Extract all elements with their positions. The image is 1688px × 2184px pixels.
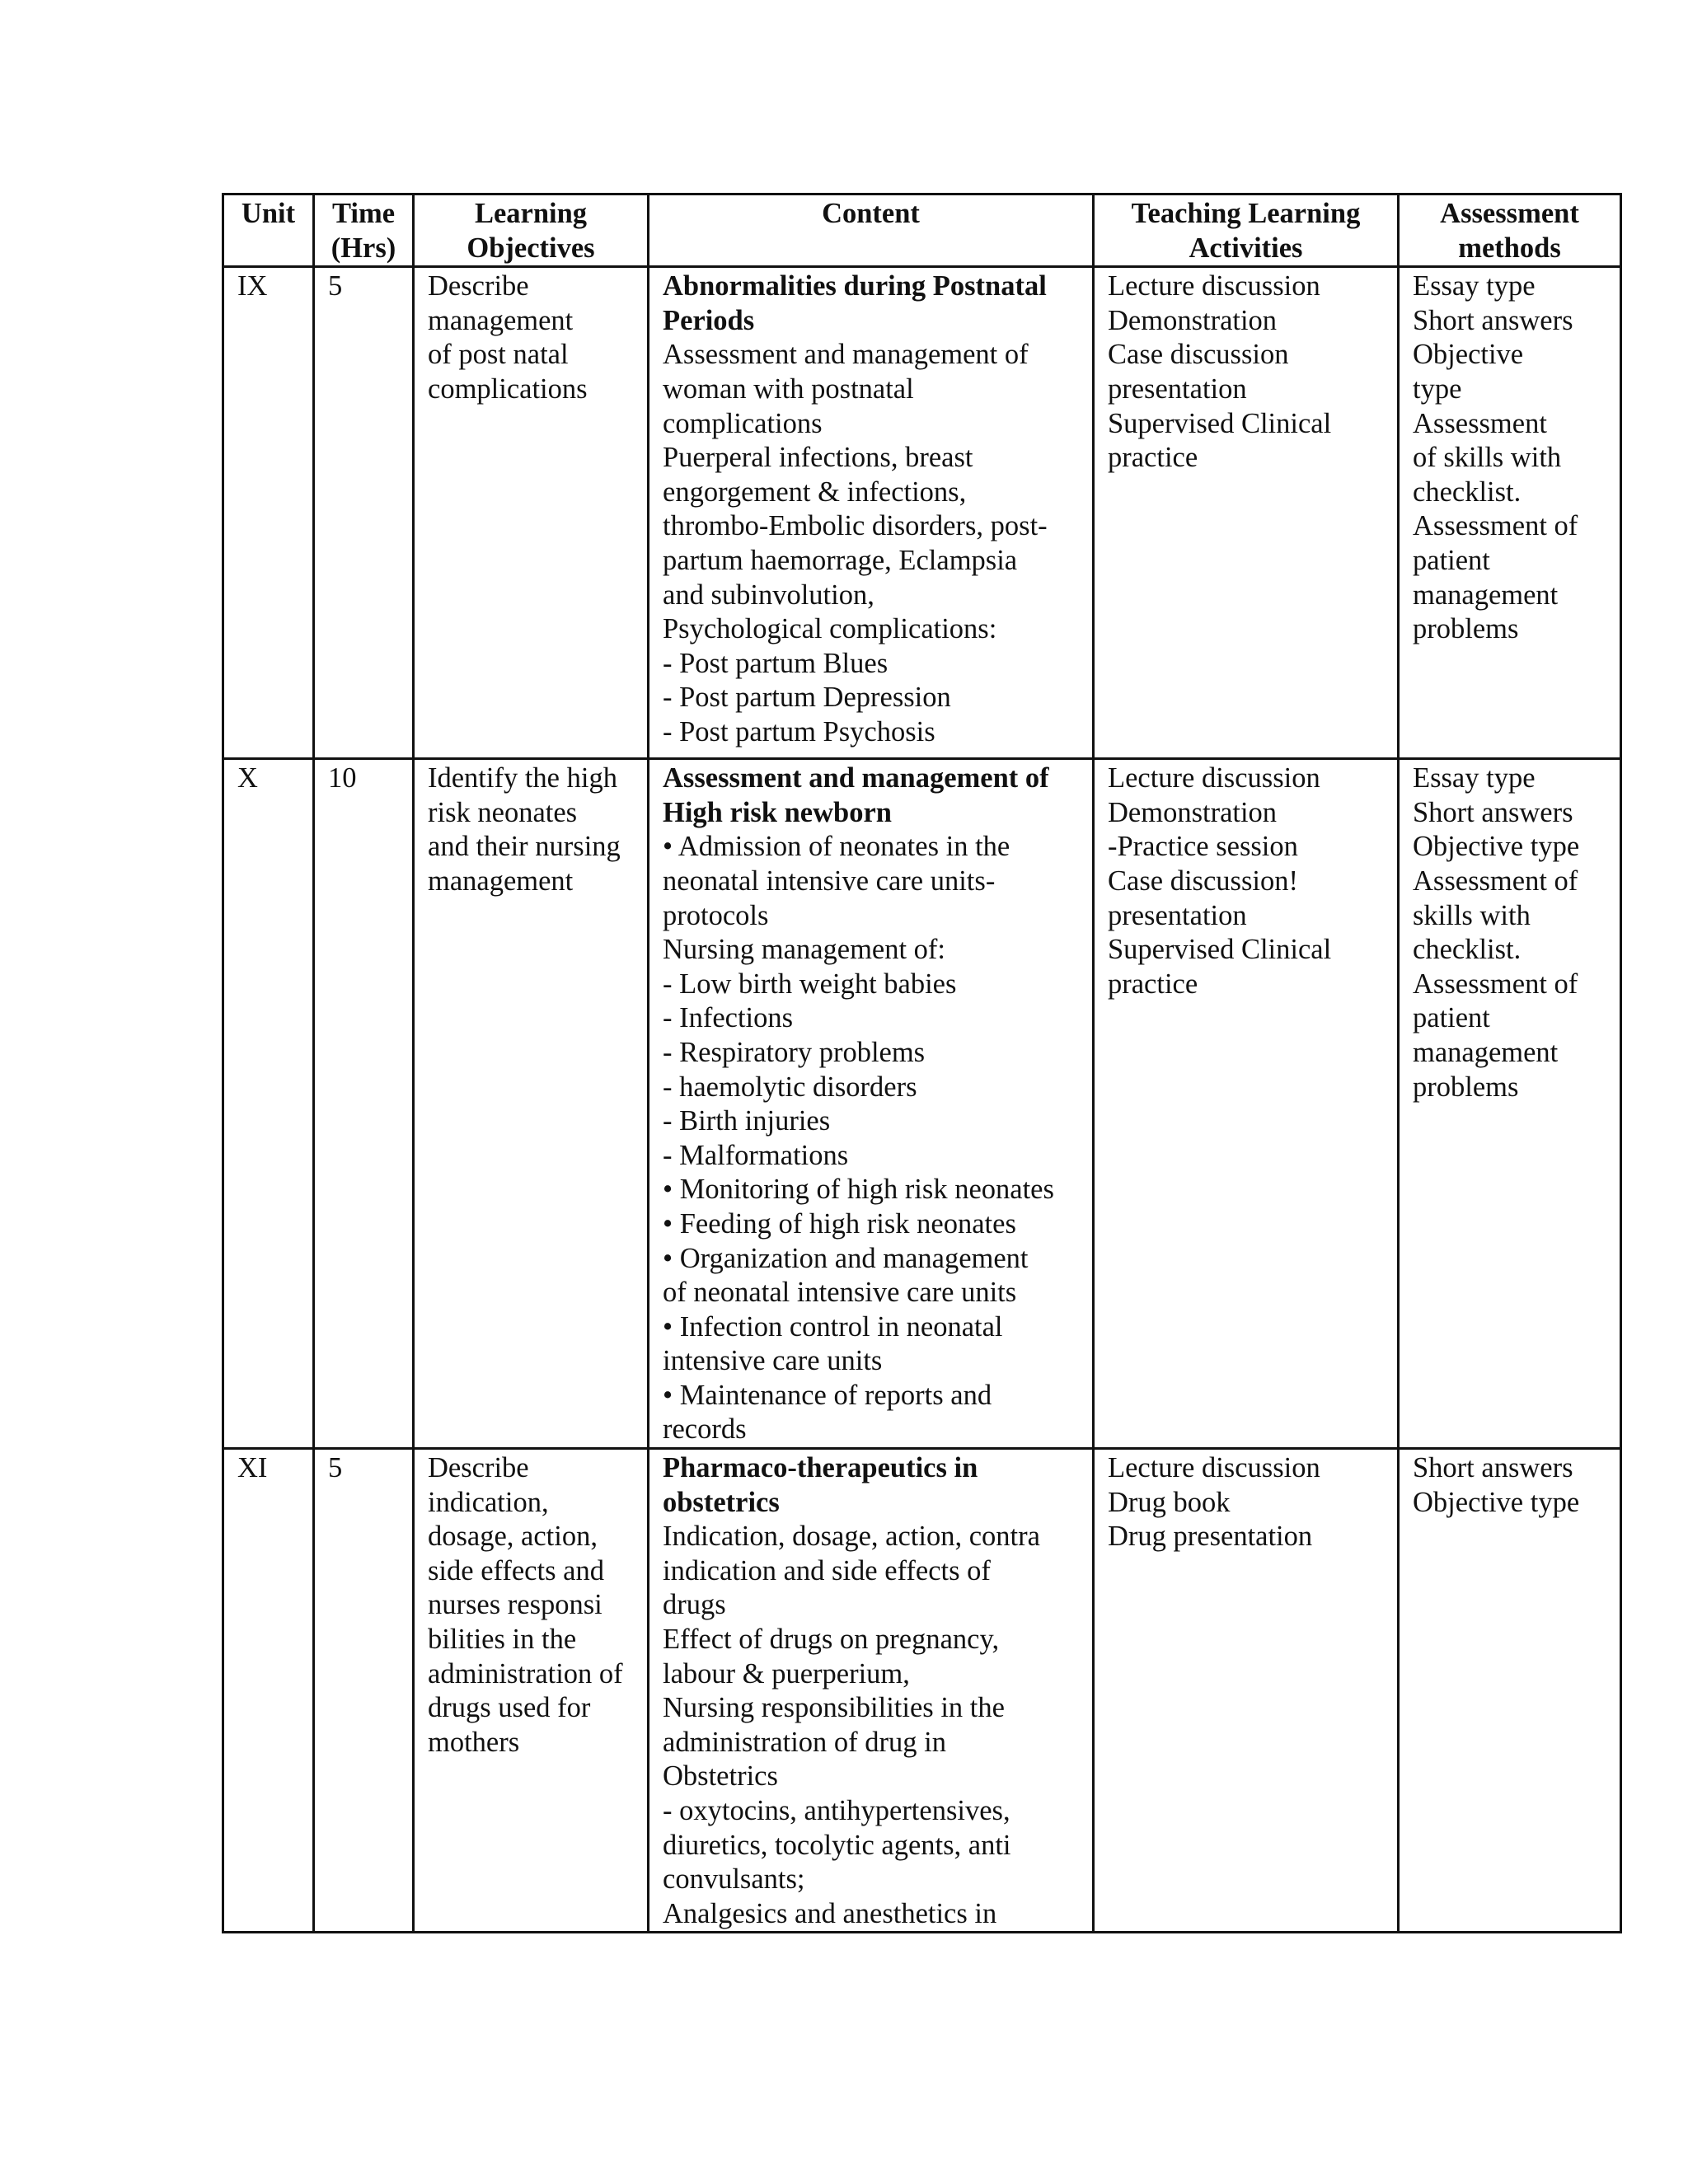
header-assessment: [1399, 194, 1621, 267]
assessment-cell: [1399, 1449, 1621, 1933]
text-line: Pharmaco-therapeutics in: [663, 1452, 978, 1484]
text-line: - Malformations: [663, 1139, 849, 1171]
content-title: [663, 1451, 1084, 1520]
text-line: records: [663, 1413, 747, 1446]
text-line: bilities in the: [428, 1624, 577, 1656]
text-line: Essay type: [1413, 270, 1536, 302]
text-line: methods: [1458, 232, 1561, 264]
text-line: Short answers: [1413, 304, 1573, 336]
text-line: -Practice session: [1108, 831, 1298, 863]
text-line: diuretics, tocolytic agents, anti: [663, 1829, 1011, 1861]
text-line: presentation: [1108, 899, 1247, 931]
content-body: [663, 830, 1084, 1447]
text-line: - Post partum Blues: [663, 647, 889, 679]
text-line: administration of drug in: [663, 1726, 946, 1758]
text-line: obstetrics: [663, 1486, 780, 1518]
text-line: Lecture discussion: [1108, 762, 1320, 794]
assessment-cell: [1399, 759, 1621, 1449]
text-line: Analgesics and anesthetics in: [663, 1897, 997, 1929]
text-line: indication and side effects of: [663, 1554, 991, 1586]
activities-cell: [1094, 1449, 1399, 1933]
text-line: management: [1413, 1036, 1559, 1068]
time-cell: 5: [314, 267, 414, 759]
text-line: Drug presentation: [1108, 1521, 1313, 1553]
header-activities: [1094, 194, 1399, 267]
text-line: drugs: [663, 1589, 726, 1621]
text-line: skills with: [1413, 899, 1531, 931]
text-line: practice: [1108, 442, 1198, 474]
text-line: Teaching Learning: [1131, 198, 1361, 229]
text-line: Lecture discussion: [1108, 1452, 1320, 1484]
unit-cell: IX: [223, 267, 314, 759]
text-line: indication,: [428, 1486, 549, 1518]
text-line: • Admission of neonates in the: [663, 831, 1010, 863]
text-line: Objectives: [467, 232, 595, 264]
text-line: problems: [1413, 1071, 1519, 1103]
text-line: Assessment: [1440, 198, 1579, 229]
text-line: • Monitoring of high risk neonates: [663, 1174, 1054, 1206]
text-line: - Post partum Psychosis: [663, 715, 935, 748]
text-line: Describe: [428, 270, 529, 302]
text-line: checklist.: [1413, 476, 1522, 508]
text-line: Psychological complications:: [663, 613, 997, 645]
text-line: • Maintenance of reports and: [663, 1379, 992, 1411]
text-line: Objective: [1413, 339, 1524, 371]
text-line: partum haemorrage, Eclampsia: [663, 544, 1018, 576]
text-line: Supervised Clinical: [1108, 934, 1332, 966]
text-line: - Birth injuries: [663, 1105, 831, 1137]
time-cell: 10: [314, 759, 414, 1449]
content-cell: [649, 759, 1094, 1449]
unit-cell: X: [223, 759, 314, 1449]
text-line: administration of: [428, 1657, 623, 1690]
text-line: • Feeding of high risk neonates: [663, 1207, 1016, 1240]
text-line: Periods: [663, 304, 755, 336]
text-line: complications: [428, 373, 588, 405]
text-line: Essay type: [1413, 762, 1536, 794]
text-line: Obstetrics: [663, 1760, 778, 1793]
text-line: - haemolytic disorders: [663, 1071, 917, 1103]
text-line: (Hrs): [331, 232, 396, 264]
activities-cell: [1094, 267, 1399, 759]
text-line: Short answers: [1413, 1452, 1573, 1484]
text-line: Assessment of: [1413, 865, 1578, 897]
text-line: High risk newborn: [663, 796, 892, 828]
content-cell: [649, 267, 1094, 759]
syllabus-table: [222, 193, 1622, 1933]
text-line: side effects and: [428, 1554, 604, 1586]
text-line: Puerperal infections, breast: [663, 442, 973, 474]
text-line: patient: [1413, 1002, 1490, 1034]
text-line: - Respiratory problems: [663, 1036, 926, 1068]
time-cell: 5: [314, 1449, 414, 1933]
text-line: • Organization and management: [663, 1242, 1029, 1274]
activities-cell: [1094, 759, 1399, 1449]
text-line: Abnormalities during Postnatal: [663, 270, 1047, 302]
text-line: Objective type: [1413, 1486, 1580, 1518]
text-line: Drug book: [1108, 1486, 1231, 1518]
text-line: type: [1413, 373, 1462, 405]
content-cell: [649, 1449, 1094, 1933]
text-line: engorgement & infections,: [663, 476, 967, 508]
text-line: drugs used for: [428, 1692, 591, 1724]
objectives-cell: [414, 267, 649, 759]
text-line: Activities: [1189, 232, 1303, 264]
text-line: checklist.: [1413, 934, 1522, 966]
text-line: Assessment: [1413, 407, 1547, 439]
objectives-cell: [414, 1449, 649, 1933]
text-line: Assessment and management of: [663, 762, 1049, 794]
text-line: Assessment of: [1413, 510, 1578, 542]
text-line: management: [428, 865, 574, 897]
text-line: practice: [1108, 968, 1198, 1000]
text-line: convulsants;: [663, 1863, 805, 1896]
text-line: Lecture discussion: [1108, 270, 1320, 302]
text-line: and subinvolution,: [663, 579, 874, 611]
text-line: - oxytocins, antihypertensives,: [663, 1795, 1010, 1826]
text-line: neonatal intensive care units-: [663, 865, 996, 897]
text-line: - Infections: [663, 1002, 794, 1034]
text-line: - Low birth weight babies: [663, 968, 957, 1000]
text-line: of neonatal intensive care units: [663, 1277, 1017, 1309]
header-objectives: [414, 194, 649, 267]
text-line: Assessment of: [1413, 968, 1578, 1000]
content-body: [663, 338, 1084, 749]
text-line: of skills with: [1413, 442, 1562, 474]
unit-cell: XI: [223, 1449, 314, 1933]
text-line: Demonstration: [1108, 304, 1278, 336]
header-unit: [223, 194, 314, 267]
text-line: Describe: [428, 1452, 529, 1484]
text-line: dosage, action,: [428, 1521, 598, 1553]
assessment-cell: [1399, 267, 1621, 759]
content-title: [663, 762, 1084, 830]
text-line: Content: [822, 198, 920, 229]
text-line: Demonstration: [1108, 796, 1278, 828]
text-line: Case discussion!: [1108, 865, 1298, 897]
text-line: Objective type: [1413, 831, 1580, 863]
text-line: Supervised Clinical: [1108, 407, 1332, 439]
text-line: risk neonates: [428, 796, 578, 828]
header-content: [649, 194, 1094, 267]
text-line: management: [428, 304, 574, 336]
objectives-cell: [414, 759, 649, 1449]
header-time: [314, 194, 414, 267]
text-line: mothers: [428, 1726, 520, 1758]
text-line: Effect of drugs on pregnancy,: [663, 1624, 1000, 1656]
text-line: • Infection control in neonatal: [663, 1310, 1003, 1343]
text-line: Assessment and management of: [663, 339, 1029, 371]
text-line: Indication, dosage, action, contra: [663, 1521, 1040, 1553]
text-line: problems: [1413, 613, 1519, 645]
text-line: Nursing management of:: [663, 934, 945, 966]
text-line: Nursing responsibilities in the: [663, 1692, 1005, 1724]
text-line: protocols: [663, 899, 769, 931]
text-line: woman with postnatal: [663, 373, 914, 405]
text-line: intensive care units: [663, 1345, 883, 1377]
text-line: complications: [663, 407, 823, 439]
text-line: Time: [331, 198, 396, 229]
text-line: presentation: [1108, 373, 1247, 405]
text-line: Short answers: [1413, 796, 1573, 828]
text-line: thrombo-Embolic disorders, post-: [663, 510, 1048, 542]
text-line: and their nursing: [428, 831, 621, 863]
text-line: Identify the high: [428, 762, 617, 794]
text-line: management: [1413, 579, 1559, 611]
table-row: [223, 759, 1621, 1449]
table-row: [223, 1449, 1621, 1933]
text-line: Learning: [474, 198, 588, 229]
text-line: Unit: [241, 198, 296, 229]
text-line: labour & puerperium,: [663, 1657, 910, 1690]
table-header-row: [223, 194, 1621, 267]
content-body: [663, 1520, 1084, 1931]
text-line: patient: [1413, 544, 1490, 576]
text-line: nurses responsi: [428, 1589, 603, 1621]
text-line: of post natal: [428, 339, 569, 371]
text-line: - Post partum Depression: [663, 682, 951, 714]
text-line: Case discussion: [1108, 339, 1289, 371]
table-row: [223, 267, 1621, 759]
content-title: [663, 269, 1084, 338]
